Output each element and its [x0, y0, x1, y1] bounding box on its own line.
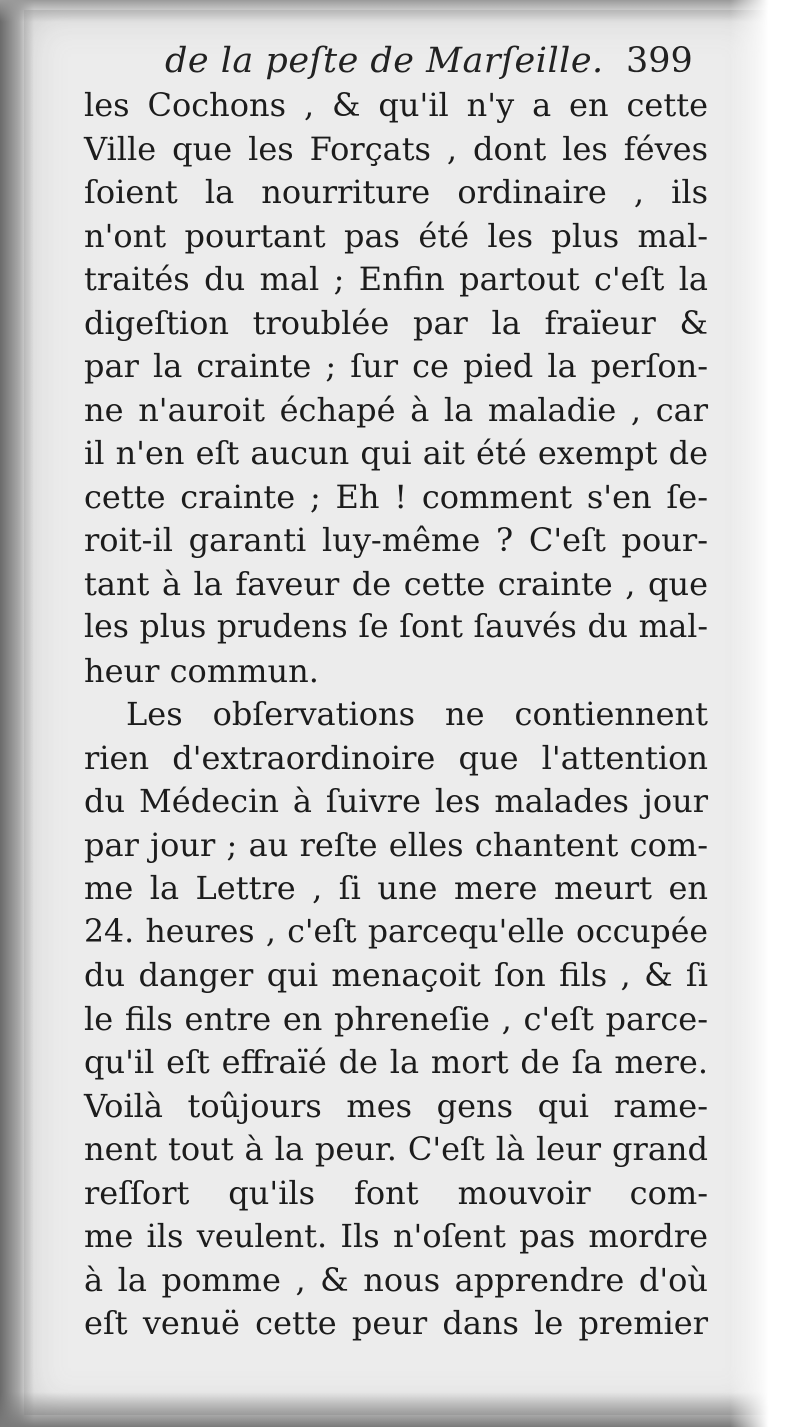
text-line: Ville que les Forçats , dont les féves	[84, 129, 708, 168]
text-line: 24. heures , c'eſt parcequ'elle occupée	[84, 913, 708, 950]
page-number: 399	[626, 41, 693, 81]
text-line: tant à la faveur de cette crainte , que	[84, 564, 708, 603]
text-line: le fils entre en phreneſie , c'eſt parce-	[84, 999, 708, 1038]
text-line: traités du mal ; Enfin partout c'eſt la	[84, 260, 708, 298]
text-line: du danger qui menaçoit ſon fils , & ſi	[84, 956, 708, 994]
text-line: les plus prudens ſe ſont ſauvés du mal-	[84, 609, 708, 645]
text-line: reſſort qu'ils font mouvoir com-	[84, 1173, 708, 1212]
text-line: ſoient la nourriture ordinaire , ils	[84, 173, 708, 211]
scan-shadow-bottom	[0, 1392, 800, 1427]
page-header	[0, 38, 800, 84]
scan-shadow-top	[0, 0, 800, 22]
text-line: Voilà toûjours mes gens qui rame-	[84, 1086, 708, 1125]
body-text	[84, 84, 708, 1346]
text-line: nent tout à la peur. C'eſt là leur grand	[84, 1130, 708, 1168]
text-line: roit-il garanti luy-même ? C'eſt pour-	[84, 521, 708, 559]
text-line: qu'il eſt effraïé de la mort de ſa mere.	[84, 1043, 708, 1081]
text-line: me ils veulent. Ils n'oſent pas mordre	[84, 1217, 708, 1255]
text-line: par jour ; au reſte elles chantent com-	[84, 825, 708, 864]
text-line-paragraph-end: heur commun.	[84, 651, 319, 690]
text-line: ne n'auroit échapé à la maladie , car	[84, 390, 708, 429]
text-line: à la pomme , & nous apprendre d'où	[84, 1260, 708, 1299]
text-line: du Médecin à ſuivre les malades jour	[84, 782, 708, 820]
running-title: de la peſte de Marſeille.	[165, 41, 604, 81]
text-line: eſt venuë cette peur dans le premier	[84, 1304, 708, 1342]
text-line: par la crainte ; ſur ce pied la perſon-	[84, 347, 708, 385]
text-line: digeſtion troublée par la fraïeur &	[84, 303, 708, 342]
scan-margin-right	[730, 0, 800, 1427]
scan-shadow-left	[0, 0, 34, 1427]
text-line: il n'en eſt aucun qui ait été exempt de	[84, 434, 708, 472]
text-line: me la Lettre , ſi une mere meurt en	[84, 869, 708, 907]
text-line-paragraph-start: Les obſervations ne contiennent	[126, 695, 708, 733]
text-line: les Cochons , & qu'il n'y a en cette	[84, 86, 708, 124]
text-line: cette crainte ; Eh ! comment s'en ſe-	[84, 477, 708, 516]
text-line: n'ont pourtant pas été les plus mal-	[84, 216, 708, 255]
text-line: rien d'extraordinoire que l'attention	[84, 738, 708, 777]
